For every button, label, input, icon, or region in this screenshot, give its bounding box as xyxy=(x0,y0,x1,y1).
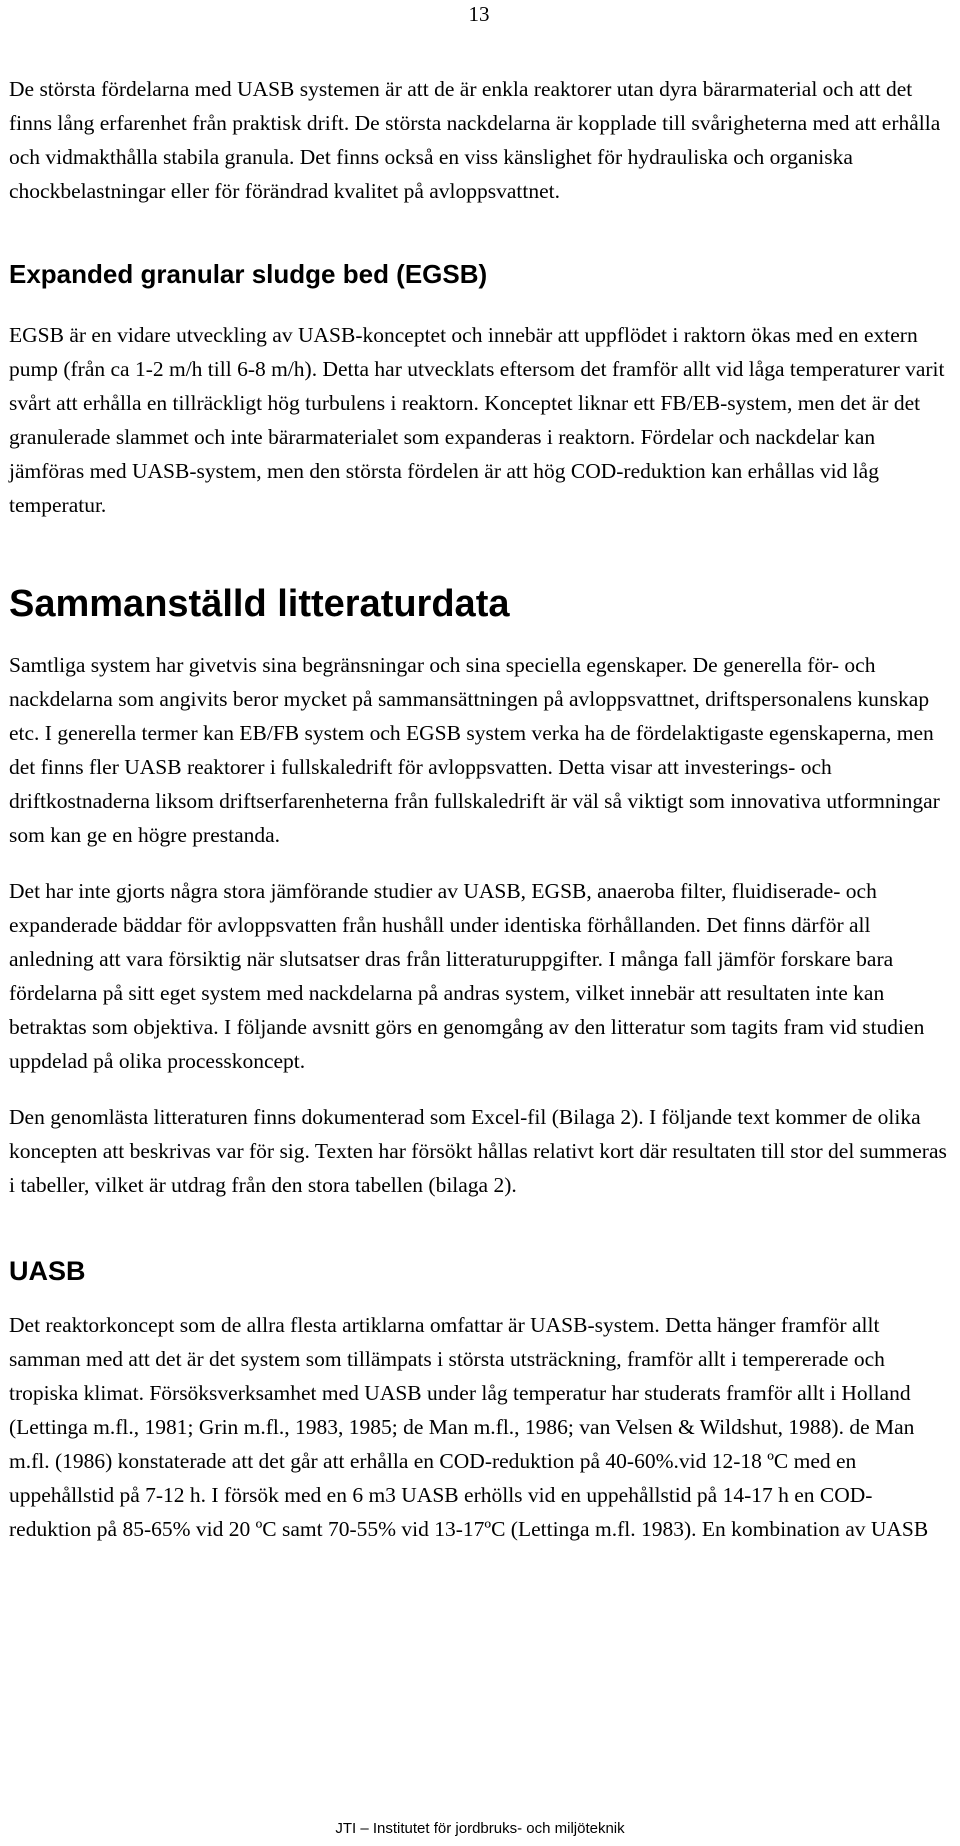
page-footer: JTI – Institutet för jordbruks- och miljöteknik xyxy=(335,1820,625,1837)
section-heading-summary: Sammanställd litteraturdata xyxy=(9,583,510,625)
intro-paragraph: De största fördelarna med UASB systemen är att de är enkla reaktorer utan dyra bärarmaterial och att det finns lång erfarenhet från praktisk drift. De största nackdelarna är kopplade till svårigheterna med att erhålla och vidmakthålla stabila granula. Det finns också en viss känslighet för hydrauliska och organiska chockbelastningar eller för förändrad kvalitet på avloppsvattnet. xyxy=(9,77,941,203)
egsb-paragraph: EGSB är en vidare utveckling av UASB-konceptet och innebär att uppflödet i raktorn ökas med en extern pump (från ca 1-2 m/h till 6-8 m/h). Detta har utvecklats eftersom det framför allt vid låga temperaturer varit svårt att erhålla en tillräckligt hög turbulens i reaktorn. Konceptet liknar ett FB/EB-system, men det är det granulerade slammet och inte bärarmaterialet som expanderas i reaktorn. Fördelar och nackdelar kan jämföras med UASB-system, men den största fördelen är att hög COD-reduktion kan erhållas vid låg temperatur. xyxy=(9,323,945,517)
document-body xyxy=(9,72,954,1546)
summary-paragraph-2: Det har inte gjorts några stora jämförande studier av UASB, EGSB, anaeroba filter, fluidiserade- och expanderade bäddar för avloppsvatten från hushåll under identiska förhållanden. Det finns därför all anledning att vara försiktig när slutsatser dras från litteraturuppgifter. I många fall jämför forskare bara fördelarna på sitt eget system med nackdelarna på andras system, vilket innebär att resultaten inte kan betraktas som objektiva. I följande avsnitt görs en genomgång av den litteratur som tagits fram vid studien uppdelad på olika processkoncept. xyxy=(9,879,925,1073)
page-number: 13 xyxy=(468,2,490,26)
section-heading-uasb: UASB xyxy=(9,1256,86,1286)
summary-paragraph-3: Den genomlästa litteraturen finns dokumenterad som Excel-fil (Bilaga 2). I följande text kommer de olika koncepten att beskrivas var för sig. Texten har försökt hållas relativt kort där resultaten till stor del summeras i tabeller, vilket är utdrag från den stora tabellen (bilaga 2). xyxy=(9,1105,947,1197)
uasb-paragraph: Det reaktorkoncept som de allra flesta artiklarna omfattar är UASB-system. Detta hänger framför allt samman med att det är det system som tillämpats i största utsträckning, framför allt i tempererade och tropiska klimat. Försöksverksamhet med UASB under låg temperatur har studerats framför allt i Holland (Lettinga m.fl., 1981; Grin m.fl., 1983, 1985; de Man m.fl., 1986; van Velsen & Wildshut, 1988). de Man m.fl. (1986) konstaterade att det går att erhålla en COD-reduktion på 40-60%.vid 12-18 ºC med en uppehållstid på 7-12 h. I försök med en 6 m3 UASB erhölls vid en uppehållstid på 14-17 h en COD-reduktion på 85-65% vid 20 ºC samt 70-55% vid 13-17ºC (Lettinga m.fl. 1983). En kombination av UASB xyxy=(9,1313,929,1541)
summary-paragraph-1: Samtliga system har givetvis sina begränsningar och sina speciella egenskaper. De generella för- och nackdelarna som angivits beror mycket på sammansättningen på avloppsvattnet, driftspersonalens kunskap etc. I generella termer kan EB/FB system och EGSB system verka ha de fördelaktigaste egenskaperna, men det finns fler UASB reaktorer i fullskaledrift för avloppsvatten. Detta visar att investerings- och driftkostnaderna liksom driftserfarenheterna från fullskaledrift är väl så viktigt som innovativa utformningar som kan ge en högre prestanda. xyxy=(9,653,940,847)
section-heading-egsb: Expanded granular sludge bed (EGSB) xyxy=(9,259,488,289)
